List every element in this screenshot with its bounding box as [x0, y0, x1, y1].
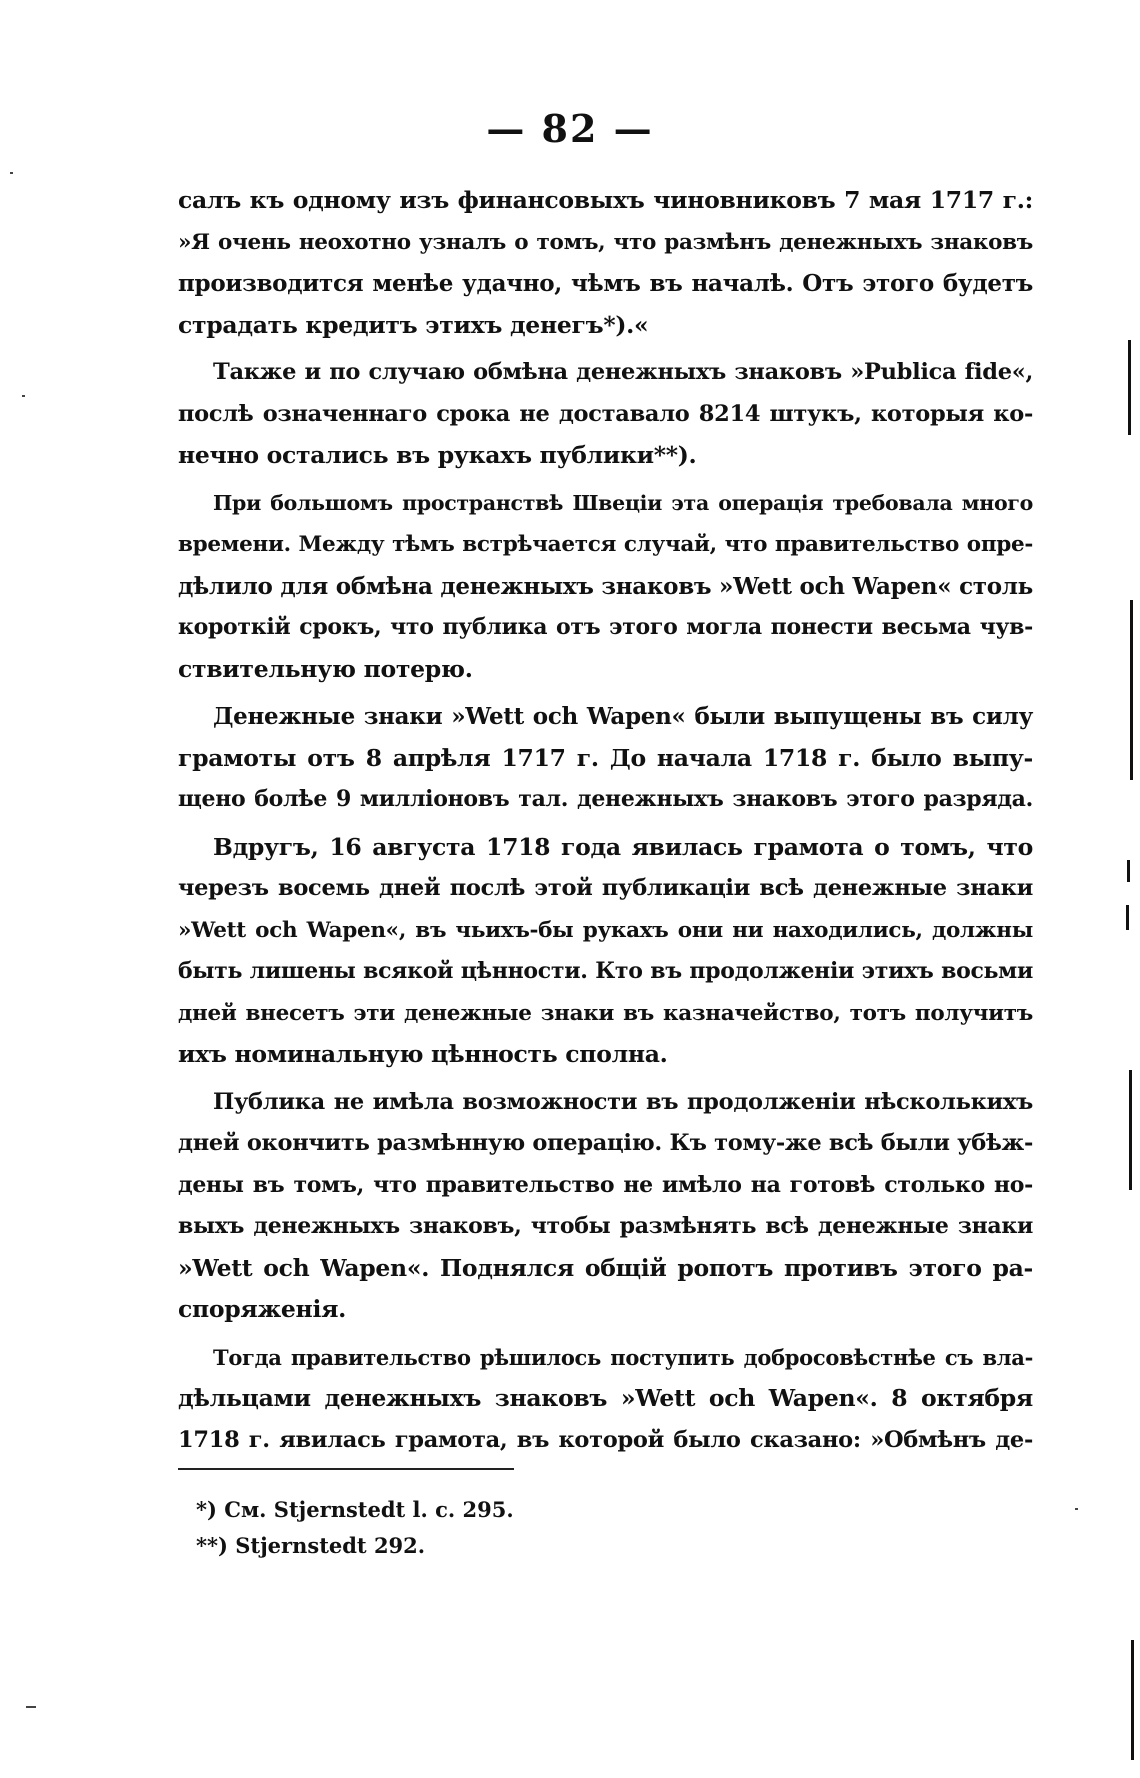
scan-speck	[10, 172, 13, 174]
footnote: **) Stjernstedt 292.	[196, 1533, 426, 1558]
scan-edge-mark	[1127, 860, 1130, 882]
text-line: дней внесетъ эти денежные знаки въ казначейство, тотъ получитъ	[178, 1000, 1033, 1026]
text-line: короткій срокъ, что публика отъ этого могла понести весьма чув-	[178, 614, 1033, 640]
text-line: послѣ означеннаго срока не доставало 8214 штукъ, которыя ко-	[178, 400, 1033, 427]
footnotes	[196, 1492, 514, 1564]
scan-edge-mark	[1131, 1640, 1134, 1760]
footnote-divider	[178, 1468, 514, 1470]
paragraph-first-line: Вдругъ, 16 августа 1718 года явилась грамота о томъ, что	[213, 832, 1033, 861]
page-number: — 82 —	[486, 106, 654, 151]
text-line: дѣльцами денежныхъ знаковъ »Wett och Wapen«. 8 октября	[178, 1384, 1033, 1412]
body-text	[178, 180, 1033, 1461]
paragraph-first-line: Тогда правительство рѣшилось поступить добросовѣстнѣе съ вла-	[213, 1344, 1033, 1370]
text-line: грамоты отъ 8 апрѣля 1717 г. До начала 1718 г. было выпу-	[178, 743, 1033, 772]
text-line: нечно остались въ рукахъ публики**).	[178, 441, 697, 469]
footnote: *) См. Stjernstedt l. c. 295.	[196, 1497, 514, 1522]
scan-speck	[26, 1706, 36, 1708]
text-line: ствительную потерю.	[178, 654, 473, 683]
paragraph-first-line: Также и по случаю обмѣна денежныхъ знаковъ »Publica fide«,	[213, 359, 1033, 385]
text-line: »Wett och Wapen«. Поднялся общій ропотъ противъ этого ра-	[178, 1253, 1033, 1282]
scan-edge-mark	[1129, 1070, 1132, 1190]
text-line: производится менѣе удачно, чѣмъ въ началѣ. Отъ этого будетъ	[178, 270, 1033, 297]
scan-edge-mark	[1126, 905, 1129, 930]
text-line: »Wett och Wapen«, въ чьихъ-бы рукахъ они ни находились, должны	[178, 917, 1033, 943]
paragraph-first-line: Денежные знаки »Wett och Wapen« были выпущены въ силу	[213, 703, 1033, 730]
text-line: ихъ номинальную цѣнность сполна.	[178, 1040, 668, 1068]
text-line: 1718 г. явилась грамота, въ которой было сказано: »Обмѣнъ де-	[178, 1426, 1033, 1453]
text-line: черезъ восемь дней послѣ этой публикаціи всѣ денежные знаки	[178, 875, 1033, 901]
text-line: дѣлило для обмѣна денежныхъ знаковъ »Wett och Wapen« столь	[178, 572, 1033, 600]
text-line: споряженія.	[178, 1295, 347, 1323]
text-line: страдать кредитъ этихъ денегъ*).«	[178, 310, 649, 339]
paragraph-first-line: Публика не имѣла возможности въ продолженіи нѣсколькихъ	[213, 1088, 1033, 1115]
text-line: дены въ томъ, что правительство не имѣло на готовѣ столько но-	[178, 1171, 1033, 1198]
paragraph-first-line: При большомъ пространствѣ Швеціи эта операція требовала много	[213, 490, 1033, 515]
text-line: времени. Между тѣмъ встрѣчается случай, что правительство опре-	[178, 532, 1033, 557]
text-line: »Я очень неохотно узналъ о томъ, что размѣнъ денежныхъ знаковъ	[178, 229, 1033, 255]
scan-speck	[1075, 1508, 1078, 1510]
text-line: салъ къ одному изъ финансовыхъ чиновниковъ 7 мая 1717 г.:	[178, 186, 1033, 214]
text-line: дней окончить размѣнную операцію. Къ тому-же всѣ были убѣж-	[178, 1130, 1033, 1156]
text-line: выхъ денежныхъ знаковъ, чтобы размѣнять всѣ денежные знаки	[178, 1213, 1033, 1239]
scan-speck	[22, 395, 25, 397]
text-line: быть лишены всякой цѣнности. Кто въ продолженіи этихъ восьми	[178, 958, 1033, 984]
scan-edge-mark	[1128, 340, 1131, 435]
scan-edge-mark	[1130, 600, 1133, 780]
text-line: щено болѣе 9 милліоновъ тал. денежныхъ знаковъ этого разряда.	[178, 786, 1033, 812]
